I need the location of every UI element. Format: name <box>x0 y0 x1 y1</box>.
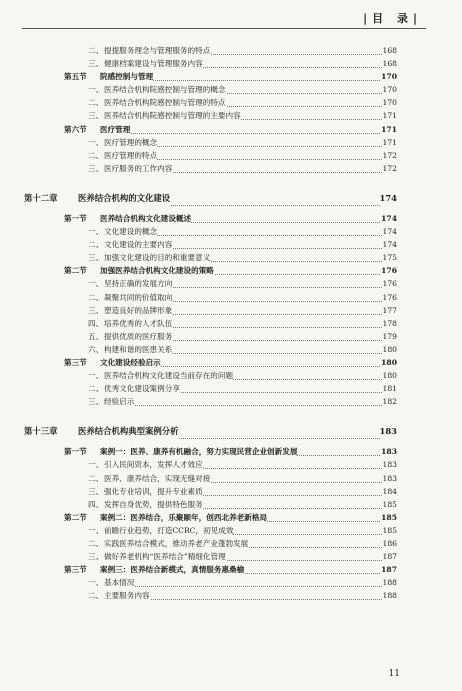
toc-entry-number: 三、 <box>88 550 103 563</box>
toc-page-number: 183 <box>383 458 398 471</box>
toc-entry-title: 健康档案建设与管理服务内容 <box>104 57 203 70</box>
toc-entry-title: 提供优质的医疗服务 <box>104 330 172 343</box>
toc-entry-title: 做好养老机构“医养结合”精细化管理 <box>104 550 226 563</box>
toc-entry-title: 引入民间资本，发挥人才效应 <box>104 458 203 471</box>
toc-entry-number: 一、 <box>88 136 103 149</box>
toc-entry-number: 一、 <box>88 225 103 238</box>
toc-entry-title: 医疗管理 <box>100 123 130 136</box>
toc-item-row <box>0 589 462 602</box>
toc-page-number: 177 <box>383 304 398 317</box>
toc-entry-title: 基本情况 <box>104 576 134 589</box>
toc-page-number: 180 <box>383 369 398 382</box>
toc-page-number: 188 <box>383 589 398 602</box>
toc-entry-title: 文化建设经验启示 <box>100 356 161 369</box>
toc-entry-title: 提提服务理念与管理服务的特点 <box>104 44 210 57</box>
toc-entry-number: 一、 <box>88 458 103 471</box>
toc-entry-number: 第十二章 <box>24 188 58 208</box>
toc-page-number: 179 <box>383 330 398 343</box>
dot-leader <box>104 573 394 587</box>
table-of-contents <box>0 44 462 602</box>
toc-page-number: 178 <box>383 317 398 330</box>
header-rule <box>22 28 426 29</box>
toc-page-number: 185 <box>381 511 397 524</box>
toc-entry-title: 加强医养结合机构文化建设的策略 <box>100 264 214 277</box>
toc-page-number: 180 <box>381 356 397 369</box>
toc-entry-number: 二、 <box>88 589 103 602</box>
toc-entry-title: 案例二：医养结合，乐聚颐年，创西北养老新格局 <box>100 511 267 524</box>
toc-entry-number: 五、 <box>88 330 103 343</box>
toc-entry-number: 第一节 <box>64 445 87 458</box>
toc-entry-title: 医疗服务的工作内容 <box>104 162 172 175</box>
toc-item-row <box>0 395 462 408</box>
toc-entry-title: 优秀文化建设案例分享 <box>104 382 180 395</box>
toc-entry-title: 发挥自身优势，提供特色服务 <box>104 498 203 511</box>
toc-entry-title: 实践医养结合模式，推动养老产业蓬勃发展 <box>104 537 248 550</box>
toc-entry-number: 第五节 <box>64 70 87 83</box>
toc-entry-title: 医养结合机构文化建设概述 <box>100 212 191 225</box>
toc-page-number: 180 <box>383 343 398 356</box>
toc-entry-number: 六、 <box>88 343 103 356</box>
toc-chapter-row <box>0 421 462 441</box>
toc-entry-title: 院感控制与管理 <box>100 70 153 83</box>
toc-entry-number: 三、 <box>88 485 103 498</box>
toc-entry-number: 一、 <box>88 277 103 290</box>
toc-entry-number: 第二节 <box>64 264 87 277</box>
toc-entry-number: 第一节 <box>64 212 87 225</box>
toc-entry-number: 二、 <box>88 291 103 304</box>
toc-page-number: 170 <box>383 83 398 96</box>
page-folio: 11 <box>388 669 400 679</box>
toc-entry-title: 文化建设的概念 <box>104 225 157 238</box>
dot-leader <box>104 392 394 406</box>
toc-page-number: 185 <box>383 498 398 511</box>
toc-entry-number: 三、 <box>88 162 103 175</box>
toc-page-number: 172 <box>383 149 398 162</box>
toc-entry-number: 三、 <box>88 395 103 408</box>
toc-page-number: 185 <box>383 524 398 537</box>
toc-item-row <box>0 162 462 175</box>
toc-page-number: 187 <box>383 550 398 563</box>
toc-chapter-row <box>0 188 462 208</box>
toc-entry-title: 主要服务内容 <box>104 589 150 602</box>
toc-entry-title: 医养结合机构院感控制与管理的主要内容 <box>104 109 241 122</box>
toc-entry-title: 凝聚共同的价值取向 <box>104 291 172 304</box>
dot-leader <box>100 120 394 134</box>
toc-entry-number: 三、 <box>88 109 103 122</box>
toc-entry-title: 医疗管理的概念 <box>104 136 157 149</box>
toc-entry-title: 医养结合机构文化建设当前存在的问题 <box>104 369 233 382</box>
toc-page-number: 171 <box>383 136 398 149</box>
toc-page-number: 168 <box>383 44 398 57</box>
toc-page-number: 188 <box>383 576 398 589</box>
toc-entry-title: 坚持正确的发展方向 <box>104 277 172 290</box>
toc-entry-title: 前瞻行业趋势，打造CCRC，初见成效 <box>104 524 233 537</box>
toc-entry-number: 二、 <box>88 149 103 162</box>
toc-entry-number: 一、 <box>88 524 103 537</box>
toc-entry-number: 二、 <box>88 472 103 485</box>
toc-entry-title: 培养优秀的人才队伍 <box>104 317 172 330</box>
toc-page-number: 184 <box>383 485 398 498</box>
toc-entry-number: 第三节 <box>64 563 87 576</box>
toc-page-number: 183 <box>381 445 397 458</box>
toc-entry-number: 三、 <box>88 304 103 317</box>
toc-page-number: 174 <box>380 188 397 208</box>
toc-entry-number: 第十三章 <box>24 421 58 441</box>
toc-page-number: 168 <box>383 57 398 70</box>
toc-page-number: 183 <box>380 421 397 441</box>
toc-entry-title: 构建和谐的医患关系 <box>104 343 172 356</box>
toc-page-number: 176 <box>381 264 397 277</box>
toc-page-number: 172 <box>383 162 398 175</box>
toc-page-number: 174 <box>383 238 398 251</box>
toc-entry-number: 一、 <box>88 83 103 96</box>
toc-entry-number: 二、 <box>88 537 103 550</box>
toc-page-number: 176 <box>383 277 398 290</box>
toc-entry-title: 经验启示 <box>104 395 134 408</box>
toc-page-number: 186 <box>383 537 398 550</box>
toc-page-number: 175 <box>383 251 398 264</box>
toc-entry-title: 加强文化建设的目的和重要意义 <box>104 251 210 264</box>
toc-entry-number: 四、 <box>88 498 103 511</box>
toc-page-number: 181 <box>383 382 398 395</box>
toc-page-number: 187 <box>381 563 397 576</box>
toc-entry-title: 医养结合机构的文化建设 <box>78 188 170 208</box>
toc-entry-number: 第三节 <box>64 356 87 369</box>
toc-entry-title: 强化专业培训，提升专业素质 <box>104 485 203 498</box>
toc-entry-number: 二、 <box>88 382 103 395</box>
toc-page-number: 174 <box>383 225 398 238</box>
toc-entry-title: 医疗管理的特点 <box>104 149 157 162</box>
toc-entry-number: 第六节 <box>64 123 87 136</box>
toc-entry-number: 二、 <box>88 238 103 251</box>
toc-entry-title: 案例一：医养、康养有机融合，努力实现民营企业创新发展 <box>100 445 297 458</box>
toc-entry-title: 医养结合机构院感控制与管理的特点 <box>104 96 226 109</box>
toc-page-number: 170 <box>381 70 397 83</box>
toc-page-number: 171 <box>383 109 398 122</box>
toc-page-number: 176 <box>383 291 398 304</box>
toc-entry-number: 第二节 <box>64 511 87 524</box>
toc-entry-number: 二、 <box>88 44 103 57</box>
toc-page-number: 174 <box>381 212 397 225</box>
toc-entry-number: 四、 <box>88 317 103 330</box>
toc-entry-number: 二、 <box>88 96 103 109</box>
toc-entry-title: 塑造良好的品牌形象 <box>104 304 172 317</box>
toc-entry-title: 医养结合机构院感控制与管理的概念 <box>104 83 226 96</box>
toc-entry-number: 一、 <box>88 369 103 382</box>
toc-page-number: 182 <box>383 395 398 408</box>
toc-entry-number: 一、 <box>88 576 103 589</box>
toc-page-number: 183 <box>383 472 398 485</box>
toc-entry-title: 案例三：医养结合新模式，真情服务惠桑榆 <box>100 563 244 576</box>
toc-page-number: 171 <box>381 123 397 136</box>
running-head: |目 录| <box>363 12 422 25</box>
toc-entry-title: 医养结合机构典型案例分析 <box>78 421 179 441</box>
toc-page-number: 170 <box>383 96 398 109</box>
toc-entry-title: 医养、康养结合，实现无缝对接 <box>104 472 210 485</box>
toc-entry-number: 三、 <box>88 57 103 70</box>
toc-entry-title: 文化建设的主要内容 <box>104 238 172 251</box>
toc-entry-number: 三、 <box>88 251 103 264</box>
